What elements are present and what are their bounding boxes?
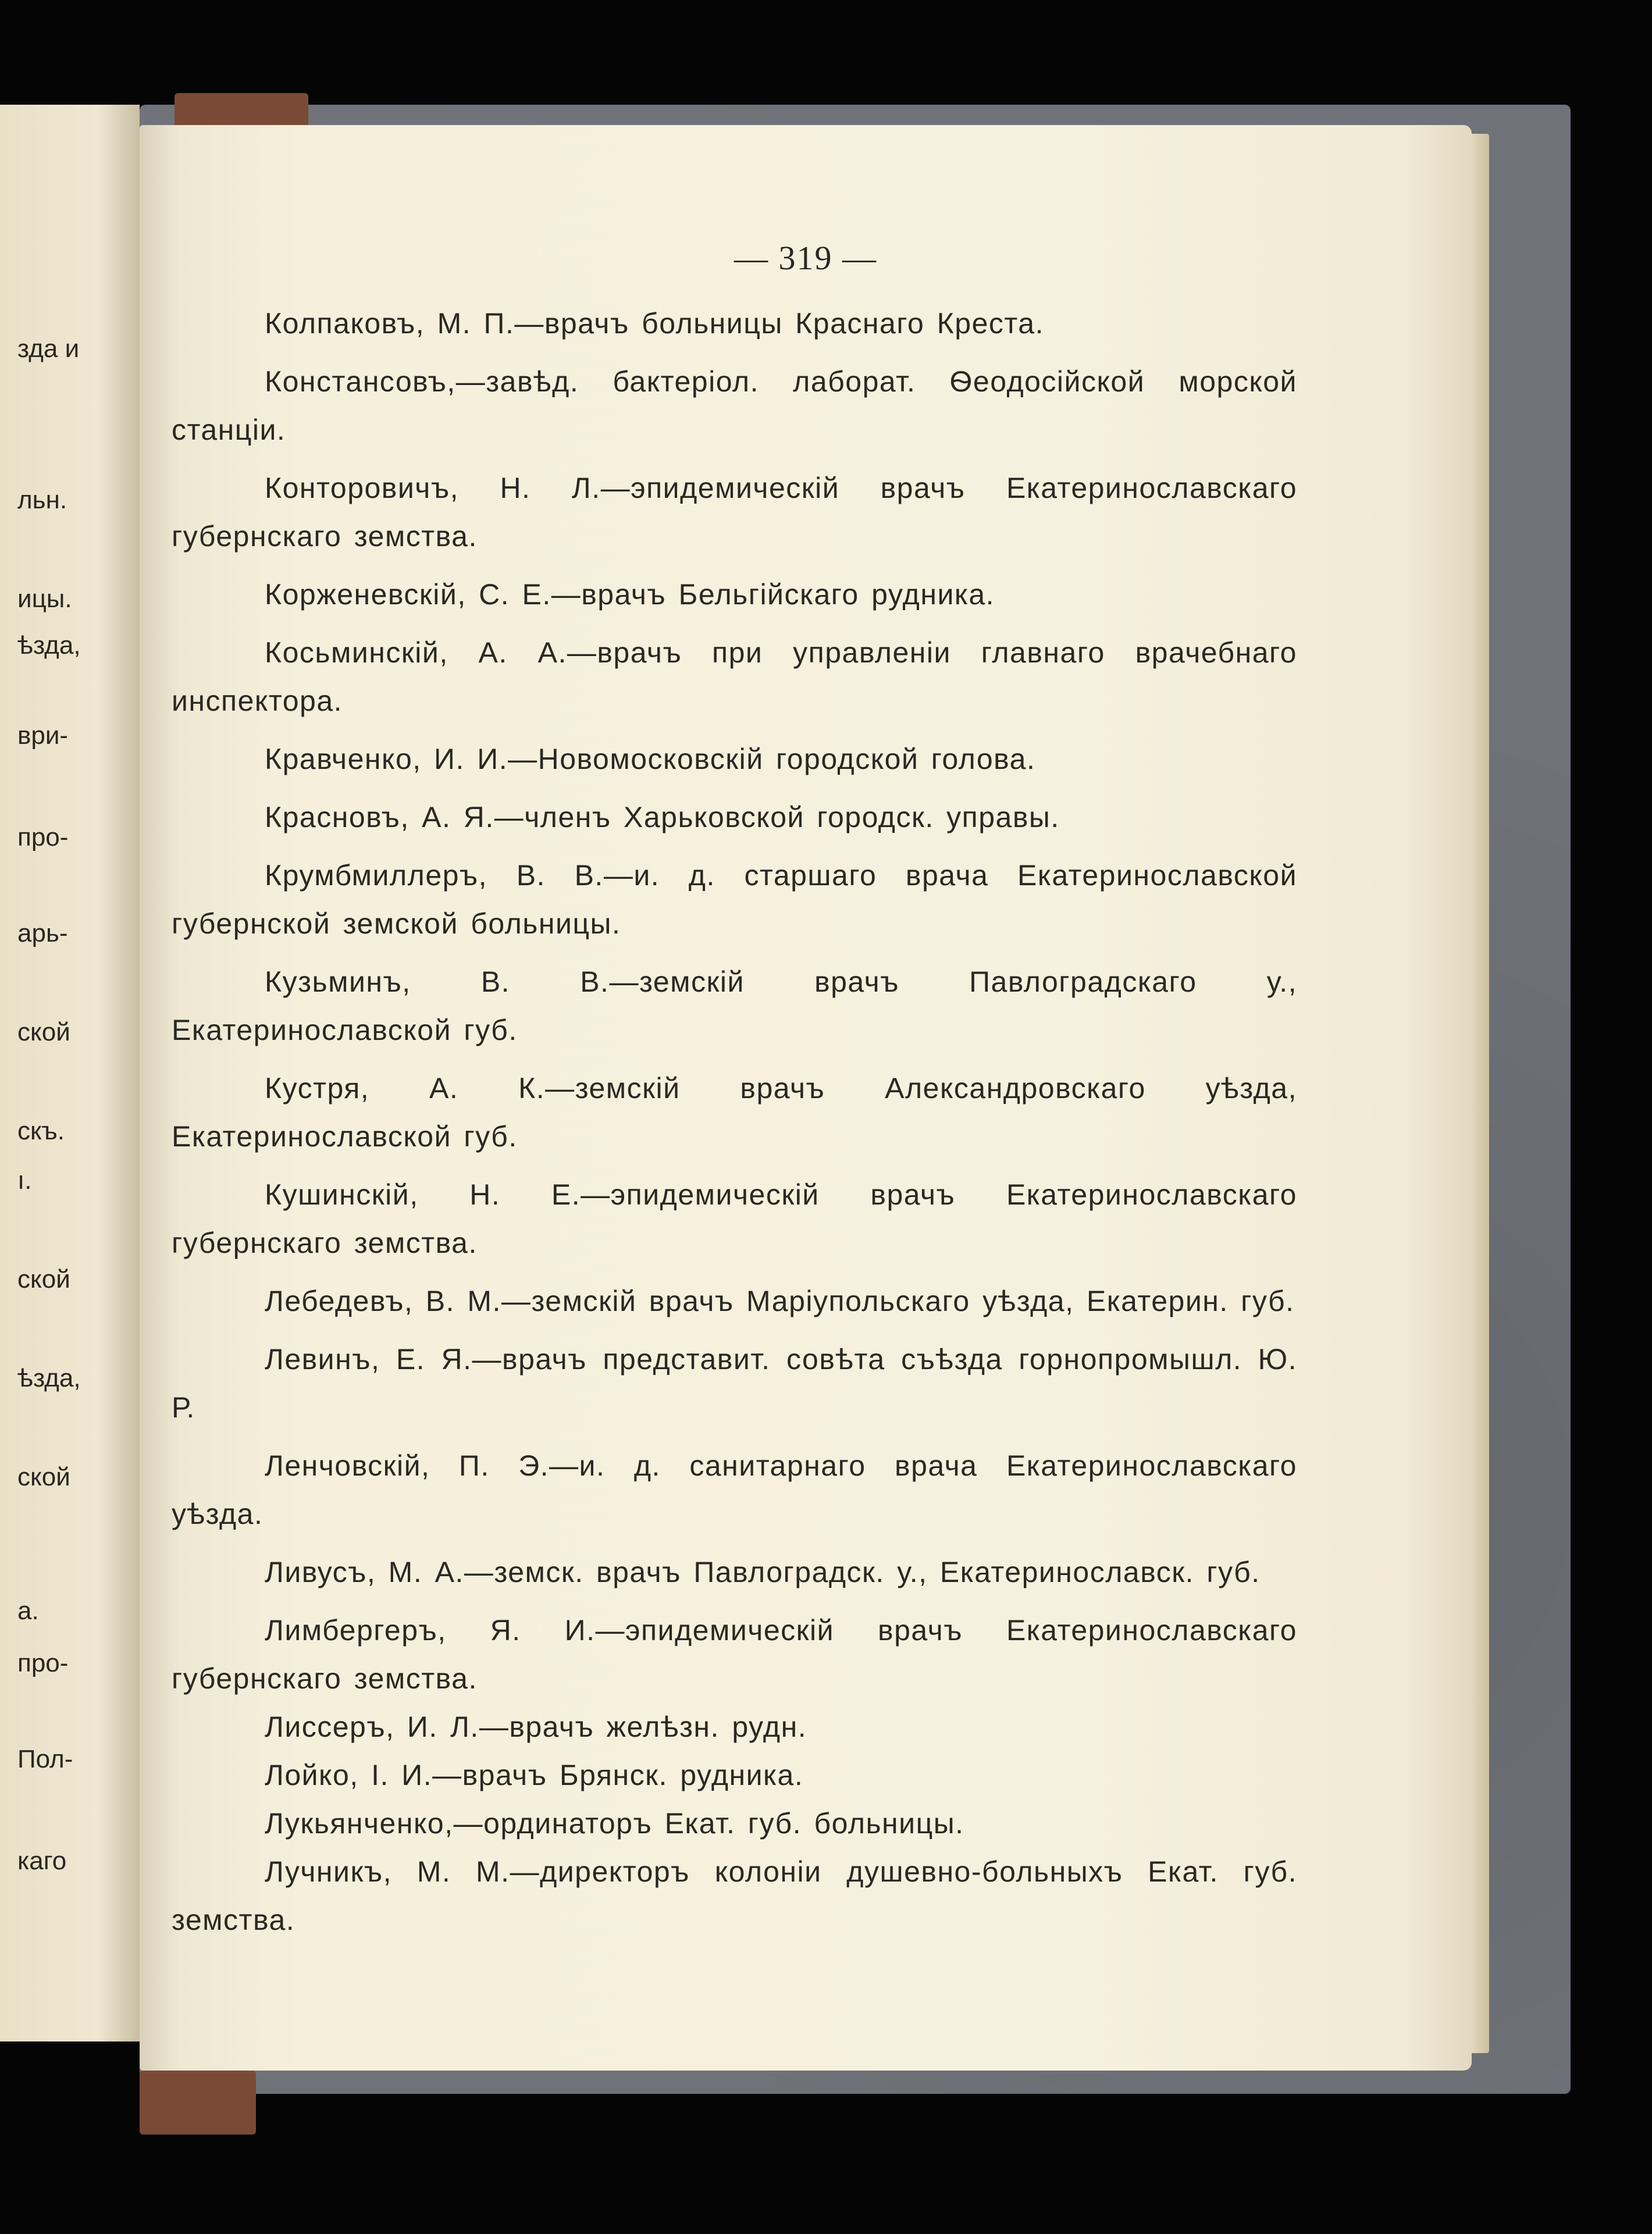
list-item: Колпаковъ, М. П.—врачъ больницы Краснаго Креста. — [265, 307, 1044, 340]
book-spine-bottom — [140, 2071, 256, 2135]
list-item: Лойко, І. И.—врачъ Брянск. рудника. — [265, 1759, 804, 1791]
entry-list — [172, 300, 1297, 1944]
list-item: Кушинскій, Н. Е.—эпидемическій врачъ Екатеринославскаго губернскаго земства. — [172, 1178, 1297, 1259]
left-page-fragment: а. — [17, 1597, 39, 1625]
list-item: Конторовичъ, Н. Л.—эпидемическій врачъ Екатеринославскаго губернскаго земства. — [172, 472, 1297, 553]
right-page — [140, 125, 1472, 2071]
list-item: Кустря, А. К.—земскій врачъ Александровскаго уѣзда, Екатеринославской губ. — [172, 1072, 1297, 1153]
left-page-fragment: арь- — [17, 919, 68, 947]
list-item: Лучникъ, М. М.—директоръ колоніи душевно-больныхъ Екат. губ. земства. — [172, 1855, 1297, 1936]
list-item: Красновъ, А. Я.—членъ Харьковской городск. управы. — [265, 801, 1060, 833]
list-item: Лукьянченко,—ординаторъ Екат. губ. больницы. — [265, 1807, 964, 1840]
list-item: Лиссеръ, И. Л.—врачъ желѣзн. рудн. — [265, 1711, 807, 1743]
list-item: Ленчовскій, П. Э.—и. д. санитарнаго врача Екатеринославскаго уѣзда. — [172, 1449, 1297, 1530]
list-item: Лимбергеръ, Я. И.—эпидемическій врачъ Екатеринославскаго губернскаго земства. — [172, 1614, 1297, 1695]
left-page-fragment: скъ. — [17, 1117, 65, 1145]
list-item: Лебедевъ, В. М.—земскій врачъ Маріупольскаго уѣзда, Екатерин. губ. — [265, 1285, 1295, 1317]
left-page-fragment: льн. — [17, 486, 67, 514]
left-page-fragment: ѣзда, — [17, 1364, 81, 1392]
left-page-fragment: ı. — [17, 1166, 32, 1195]
list-item: Кравченко, И. И.—Новомосковскій городской голова. — [265, 743, 1036, 775]
left-page-fragment: ѣзда, — [17, 631, 81, 660]
list-item: Корженевскій, С. Е.—врачъ Бельгійскаго рудника. — [265, 578, 995, 611]
list-item: Кузьминъ, В. В.—земскій врачъ Павлоградскаго у., Екатеринославской губ. — [172, 965, 1297, 1046]
left-page-fragment: каго — [17, 1847, 67, 1875]
list-item: Ливусъ, М. А.—земск. врачъ Павлоградск. у., Екатеринославск. губ. — [265, 1556, 1261, 1588]
left-page-fragment: ври- — [17, 721, 69, 750]
left-page-fragment: про- — [17, 823, 69, 851]
left-page-fragment: ской — [17, 1018, 70, 1046]
left-page-fragment: зда и — [17, 334, 80, 363]
left-page-fragment: Пол- — [17, 1745, 73, 1773]
list-item: Констансовъ,—завѣд. бактеріол. лаборат. Ѳеодосійской морской станціи. — [172, 365, 1297, 446]
left-page-fragment: ицы. — [17, 585, 72, 613]
left-page-fragment: ской — [17, 1265, 70, 1294]
list-item: Косьминскій, А. А.—врачъ при управленіи главнаго врачебнаго инспектора. — [172, 636, 1297, 717]
left-page — [0, 105, 140, 2041]
list-item: Левинъ, Е. Я.—врачъ представит. совѣта съѣзда горнопромышл. Ю. Р. — [172, 1343, 1297, 1424]
left-page-fragment: про- — [17, 1649, 69, 1677]
left-page-fragment: ской — [17, 1463, 70, 1491]
list-item: Крумбмиллеръ, В. В.—и. д. старшаго врача Екатеринославской губернской земской больницы. — [172, 859, 1297, 940]
page-number: — 319 — — [734, 239, 877, 277]
